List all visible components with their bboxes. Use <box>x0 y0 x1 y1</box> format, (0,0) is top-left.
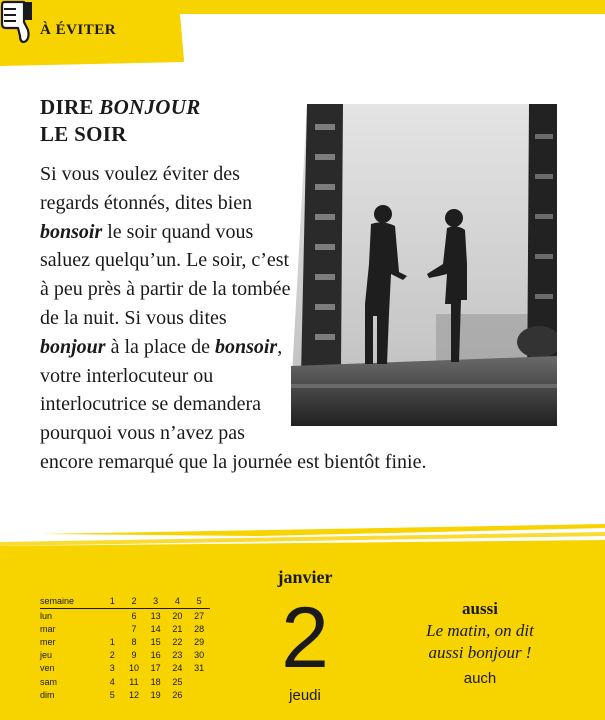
body-bold-3: bonsoir <box>214 335 278 358</box>
day-cell: 7 <box>131 623 137 634</box>
day-cell: 27 <box>194 610 205 621</box>
aussi-text-line1: Le matin, on dit <box>426 621 534 640</box>
day-name: ven <box>40 663 55 674</box>
day-cell: 5 <box>109 689 115 700</box>
day-cell: 13 <box>150 610 161 621</box>
day-cell: 12 <box>128 689 139 700</box>
aussi-text-line2: aussi bonjour ! <box>428 643 532 662</box>
aussi-translation: auch <box>463 670 497 687</box>
mini-calendar <box>40 593 210 701</box>
day-cell: 25 <box>172 676 183 687</box>
day-cell: 22 <box>172 636 183 647</box>
week-number: 2 <box>131 595 137 606</box>
body-part-4: , votre interlocuteur ou interlocutrice se demandera pourquoi vous n’avez pas encore remarqué que la journée est bientôt finie. <box>40 335 427 473</box>
day-name: lun <box>40 610 53 621</box>
article-heading <box>40 94 280 148</box>
body-bold-2: bonjour <box>40 335 106 358</box>
top-banner <box>0 0 605 70</box>
date-day-number: 2 <box>281 590 329 686</box>
day-cell: 1 <box>109 636 115 647</box>
heading-line2: LE SOIR <box>40 122 127 146</box>
day-cell: 15 <box>150 636 161 647</box>
day-cell: 21 <box>172 623 183 634</box>
day-cell: 14 <box>150 623 161 634</box>
day-cell: 6 <box>131 610 137 621</box>
day-cell: 23 <box>172 650 183 661</box>
calendar-row <box>40 622 210 635</box>
day-cell: 9 <box>131 650 137 661</box>
calendar-week-label: semaine <box>40 595 75 606</box>
day-cell: 20 <box>172 610 183 621</box>
day-cell: 24 <box>172 663 183 674</box>
day-cell: 18 <box>150 676 161 687</box>
day-name: mar <box>40 623 56 634</box>
calendar-row <box>40 649 210 662</box>
calendar-header <box>40 593 210 609</box>
date-weekday: jeudi <box>289 687 321 704</box>
thumbs-down-icon <box>0 0 34 44</box>
body-part-2: le soir quand vous saluez quelqu’un. Le soir, c’est à peu près à partir de la tombée de la nuit. Si vous dites <box>40 220 291 329</box>
week-number: 1 <box>109 595 115 606</box>
day-cell: 29 <box>194 636 205 647</box>
heading-line1-plain: DIRE <box>40 95 100 119</box>
calendar-row <box>40 635 210 648</box>
date-month: janvier <box>277 567 333 587</box>
day-cell: 11 <box>129 676 139 687</box>
week-number: 3 <box>153 595 159 606</box>
week-number: 4 <box>174 595 180 606</box>
day-cell: 10 <box>128 663 139 674</box>
day-name: mer <box>40 636 56 647</box>
calendar-row <box>40 662 210 675</box>
day-cell: 17 <box>150 663 161 674</box>
day-name: sam <box>40 676 58 687</box>
banner-label: À ÉVITER <box>40 22 117 38</box>
day-cell: 28 <box>194 623 205 634</box>
calendar-row <box>40 609 210 622</box>
day-cell: 4 <box>109 676 115 687</box>
handshake-photo <box>291 104 557 426</box>
day-cell: 2 <box>109 650 115 661</box>
calendar-row <box>40 688 210 701</box>
day-cell: 16 <box>150 650 161 661</box>
day-cell: 19 <box>150 689 161 700</box>
day-cell: 8 <box>131 636 137 647</box>
aussi-title: aussi <box>462 599 498 618</box>
calendar-row <box>40 675 210 688</box>
day-name: jeu <box>40 650 53 661</box>
body-part-3: à la place de <box>105 335 215 358</box>
day-cell: 3 <box>109 663 115 674</box>
body-part-1: Si vous voulez éviter des regards étonnés, dites bien <box>40 163 253 214</box>
heading-line1-italic: BONJOUR <box>99 95 201 119</box>
aussi-box <box>395 598 565 687</box>
day-cell: 26 <box>172 689 183 700</box>
body-bold-1: bonsoir <box>40 220 103 243</box>
day-cell: 31 <box>194 663 205 674</box>
day-cell: 30 <box>194 650 205 661</box>
week-number: 5 <box>196 595 202 606</box>
day-name: dim <box>40 689 55 700</box>
